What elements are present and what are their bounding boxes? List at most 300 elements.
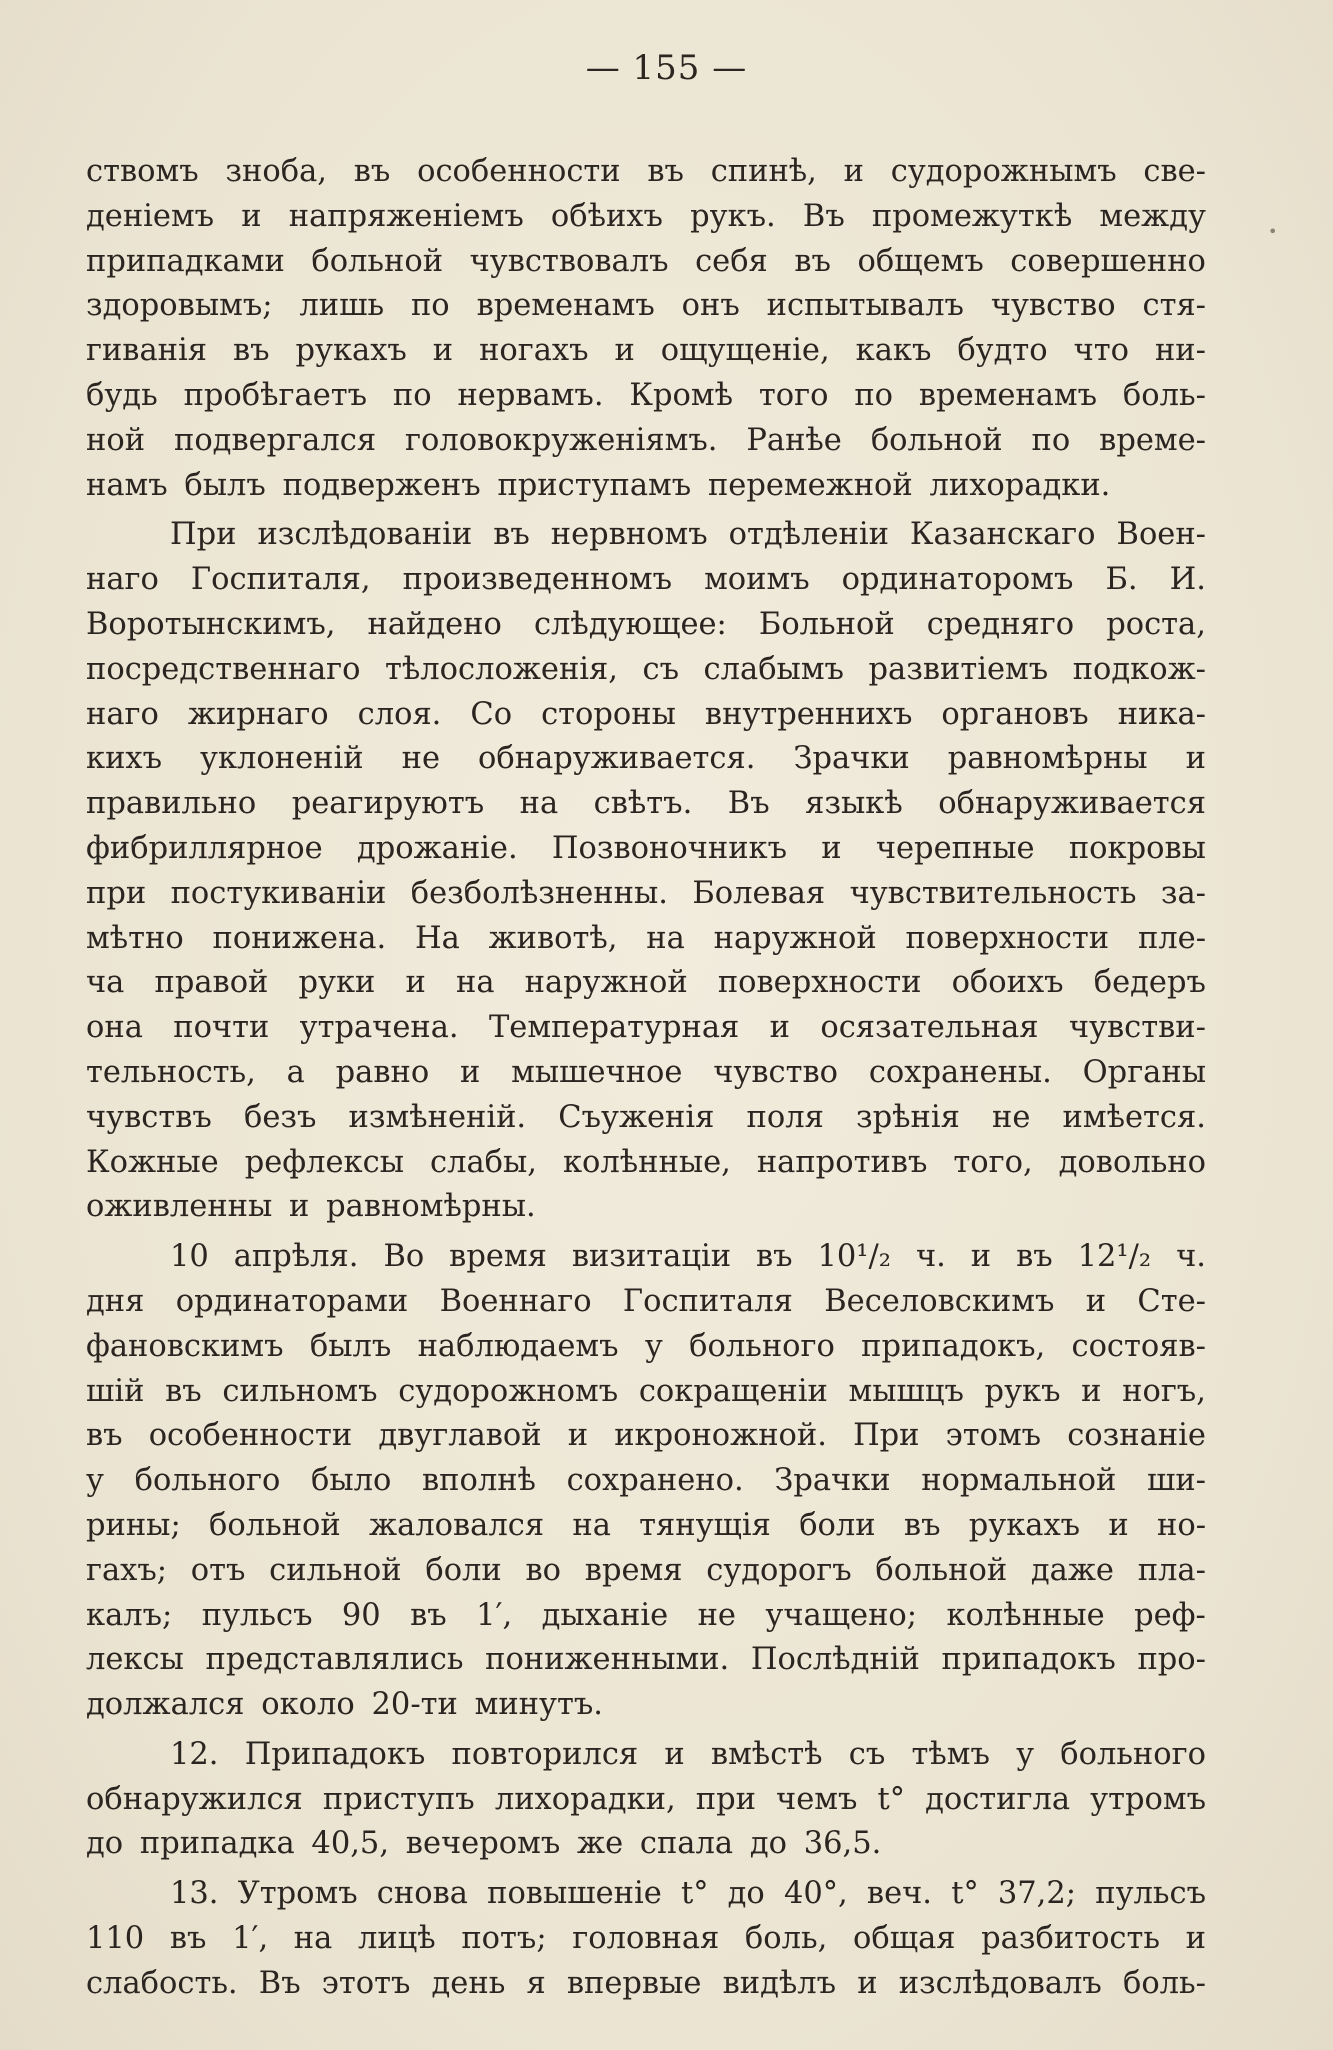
word: рукъ	[984, 1373, 1061, 1409]
text-line	[86, 603, 1206, 648]
word: све-	[1143, 154, 1206, 189]
word: стороны	[541, 696, 676, 732]
word: уклоненій	[200, 741, 364, 777]
word: отъ	[190, 1552, 246, 1588]
word: Органы	[1082, 1054, 1206, 1090]
word: И.	[1169, 562, 1206, 598]
text-line	[86, 1006, 1206, 1051]
word: ч.	[915, 1239, 946, 1275]
word: реагируютъ	[291, 786, 485, 822]
word: при	[86, 875, 147, 911]
word: ощущеніе,	[660, 333, 830, 369]
word: чемъ	[776, 1781, 858, 1817]
word: рукъ.	[690, 198, 776, 234]
word: При	[853, 1418, 920, 1454]
word: пульсъ	[1095, 1876, 1206, 1912]
word: Болевая	[692, 875, 826, 911]
word: правильно	[86, 786, 257, 822]
text-line	[86, 1459, 1206, 1504]
word: 20-ти	[371, 1687, 458, 1723]
text-line	[86, 1733, 1206, 1778]
word: же	[577, 1826, 624, 1862]
text-line	[86, 648, 1206, 693]
word: 40°,	[783, 1876, 848, 1912]
word: боль,	[744, 1921, 828, 1957]
word: рукахъ	[295, 333, 407, 369]
word: подвергался	[173, 422, 377, 458]
word: пробѣгаетъ	[183, 377, 368, 413]
word: этотъ	[321, 1965, 411, 2001]
word: здоровымъ;	[86, 288, 273, 324]
word: безъ	[243, 1099, 317, 1135]
word: чувствительность	[849, 875, 1137, 911]
word: мышцъ	[848, 1373, 964, 1409]
word: припадка	[139, 1826, 295, 1862]
text-line	[86, 1504, 1206, 1549]
word: будто	[957, 333, 1048, 369]
word: сокращеніи	[638, 1373, 828, 1409]
text-line	[86, 1414, 1206, 1459]
word: Припадокъ	[244, 1736, 426, 1772]
word: отдѣленіи	[728, 517, 889, 553]
word: между	[1099, 198, 1206, 234]
word: икроножной.	[614, 1418, 827, 1454]
text-line	[86, 1594, 1206, 1639]
word: моимъ	[704, 562, 810, 598]
word: 12¹/₂	[1077, 1239, 1152, 1275]
word: 36,5.	[803, 1826, 882, 1862]
word: нервамъ.	[457, 377, 604, 413]
word: наго	[86, 696, 159, 732]
word: 1′,	[476, 1597, 513, 1633]
word: сознаніе	[1067, 1418, 1206, 1454]
word: больной	[311, 243, 444, 279]
word: калъ;	[86, 1597, 173, 1633]
text-line	[86, 1325, 1206, 1370]
text-line	[86, 464, 1206, 509]
word: свѣтъ.	[593, 786, 693, 822]
word: Со	[470, 696, 513, 732]
word: вполнѣ	[421, 1463, 536, 1499]
word: На	[414, 920, 460, 956]
text-line	[86, 1370, 1206, 1415]
word: ча	[86, 965, 125, 1001]
word: рукахъ	[968, 1507, 1081, 1543]
word: и	[460, 1054, 481, 1090]
word: зрѣнія	[855, 1099, 960, 1135]
word: лексы	[86, 1642, 184, 1678]
word: спала	[639, 1826, 734, 1862]
word: достигла	[925, 1781, 1071, 1817]
word: обнаружился	[86, 1781, 303, 1817]
word: и	[432, 333, 454, 369]
word: припадками	[86, 243, 285, 279]
word: сильномъ	[222, 1373, 378, 1409]
word: жирнаго	[187, 696, 329, 732]
word: по	[1031, 422, 1071, 458]
word: въ	[493, 517, 530, 553]
word: чувство	[713, 1054, 839, 1090]
word: учащено;	[765, 1597, 918, 1633]
word: день	[431, 1965, 506, 2001]
word: обоихъ	[951, 965, 1064, 1001]
word: зноба,	[225, 154, 327, 189]
word: она	[86, 1010, 143, 1046]
word: слѣдующее:	[533, 606, 727, 642]
word: того,	[953, 1144, 1033, 1180]
text-line	[86, 1683, 1206, 1728]
word: веч.	[866, 1876, 933, 1912]
word: Позвоночникъ	[551, 830, 788, 866]
word: и	[1108, 1507, 1129, 1543]
word: фибриллярное	[86, 830, 323, 866]
word: безболѣзненны.	[410, 875, 668, 911]
word: внутреннихъ	[704, 696, 913, 732]
word: поверхности	[717, 965, 922, 1001]
word: обнаруживается	[938, 786, 1206, 822]
word: видѣлъ	[722, 1965, 837, 2001]
word: въ	[647, 154, 684, 189]
word: потъ;	[461, 1921, 547, 1957]
text-line	[86, 1185, 1206, 1230]
word: вмѣстѣ	[710, 1736, 823, 1772]
word: даже	[1030, 1552, 1114, 1588]
text-line	[86, 1962, 1206, 2007]
word: почти	[173, 1010, 270, 1046]
word: Военнаго	[439, 1283, 592, 1319]
text-line	[86, 737, 1206, 782]
word: мышечное	[511, 1054, 683, 1090]
word: онъ	[681, 288, 740, 324]
word: покровы	[1068, 830, 1206, 866]
word: колѣнные	[946, 1597, 1105, 1633]
text-line	[86, 1141, 1206, 1186]
word: въ	[232, 333, 270, 369]
word: не	[401, 741, 440, 777]
word: приступъ	[322, 1781, 475, 1817]
word: и	[567, 1418, 589, 1454]
word: и	[614, 333, 635, 369]
word: правой	[154, 965, 269, 1001]
word: перемежной	[707, 467, 913, 503]
word: и	[1185, 741, 1206, 777]
word: и	[970, 1239, 992, 1275]
word: тѣмъ	[911, 1736, 990, 1772]
word: наго	[86, 562, 159, 598]
word: больной	[870, 422, 1003, 458]
word: Больной	[758, 606, 895, 642]
word: равномѣрны	[947, 741, 1148, 777]
word: 12.	[170, 1736, 219, 1772]
word: на	[572, 1507, 611, 1543]
word: 40,5,	[311, 1826, 390, 1862]
word: того	[758, 377, 829, 413]
word: я	[526, 1965, 546, 2001]
word: и	[289, 1189, 310, 1225]
word: бедеръ	[1093, 965, 1206, 1001]
word: чувствъ	[86, 1099, 212, 1135]
text-line	[86, 1280, 1206, 1325]
word: сохранено.	[566, 1463, 744, 1499]
word: Воротынскимъ,	[86, 606, 336, 642]
text-line	[86, 1549, 1206, 1594]
text-line	[86, 1096, 1206, 1141]
word: руки	[298, 965, 376, 1001]
word: измѣненій.	[348, 1099, 527, 1135]
word: Ранѣе	[746, 422, 842, 458]
word: боли	[799, 1507, 876, 1543]
word: обѣихъ	[550, 198, 663, 234]
word: Воен-	[1116, 517, 1206, 553]
word: Б.	[1105, 562, 1138, 598]
word: было	[310, 1463, 392, 1499]
word: на	[293, 1921, 333, 1957]
word: и	[843, 154, 864, 189]
text-line	[86, 374, 1206, 419]
word: больной	[209, 1507, 341, 1543]
word: сохранены.	[868, 1054, 1052, 1090]
word: напротивъ	[756, 1144, 928, 1180]
word: 10¹/₂	[817, 1239, 892, 1275]
word: по	[854, 377, 894, 413]
word: ствомъ	[86, 154, 199, 189]
word: чувство	[990, 288, 1116, 324]
word: но-	[1157, 1507, 1206, 1543]
word: слабымъ	[703, 651, 844, 687]
word: промежуткѣ	[871, 198, 1073, 234]
text-line	[86, 284, 1206, 329]
word: и	[664, 1736, 685, 1772]
word: ординаторами	[175, 1283, 409, 1319]
word: припадокъ,	[861, 1328, 1046, 1364]
word: 10	[170, 1239, 209, 1275]
word: вечеромъ	[405, 1826, 561, 1862]
word: больного	[689, 1328, 835, 1364]
word: впервые	[566, 1965, 702, 2001]
word: про-	[1137, 1642, 1206, 1678]
word: рефлексы	[244, 1144, 404, 1180]
word: у	[86, 1463, 104, 1499]
word: ординаторомъ	[841, 562, 1074, 598]
word: нервномъ	[550, 517, 708, 553]
word: напряженіемъ	[288, 198, 524, 234]
word: больного	[1060, 1736, 1206, 1772]
word: пла-	[1137, 1552, 1206, 1588]
word: апрѣля.	[233, 1239, 359, 1275]
word: изслѣдованіи	[257, 517, 473, 553]
word: жаловался	[369, 1507, 545, 1543]
word: дыханіе	[541, 1597, 669, 1633]
word: до	[86, 1826, 124, 1862]
word: Госпиталя,	[190, 562, 371, 598]
word: дрожаніе.	[356, 830, 518, 866]
word: t°	[680, 1876, 709, 1912]
word: понижена.	[212, 920, 387, 956]
word: ни-	[1154, 333, 1206, 369]
word: наружной	[524, 965, 688, 1001]
word: особенности	[148, 1418, 353, 1454]
word: пульсъ	[201, 1597, 313, 1633]
word: При	[170, 517, 237, 553]
word: боли	[425, 1552, 502, 1588]
word: роста,	[1106, 606, 1206, 642]
word: поля	[746, 1099, 824, 1135]
word: гиванія	[86, 333, 207, 369]
word: до	[727, 1876, 765, 1912]
word: ника-	[1117, 696, 1206, 732]
word: обнаруживается.	[478, 741, 756, 777]
word: Зрачки	[793, 741, 910, 777]
word: наружной	[713, 920, 877, 956]
word: Послѣдній	[750, 1642, 920, 1678]
word: спинѣ,	[710, 154, 817, 189]
word: съ	[848, 1736, 886, 1772]
word: себя	[695, 243, 768, 279]
text-line	[86, 150, 1206, 195]
word: наблюдаемъ	[417, 1328, 619, 1364]
word: време-	[1099, 422, 1206, 458]
word: до	[749, 1826, 787, 1862]
word: ногахъ	[479, 333, 589, 369]
word: общемъ	[857, 243, 984, 279]
word: Температурная	[488, 1010, 740, 1046]
word: головная	[572, 1921, 720, 1957]
word: тельность,	[86, 1054, 256, 1090]
word: не	[992, 1099, 1031, 1135]
word: время	[584, 1552, 683, 1588]
word: тянущія	[639, 1507, 771, 1543]
word: и	[1085, 1283, 1107, 1319]
word: Во	[383, 1239, 425, 1275]
word: время	[449, 1239, 547, 1275]
word: фановскимъ	[86, 1328, 284, 1364]
word: реф-	[1134, 1597, 1206, 1633]
word: и	[241, 198, 262, 234]
word: колѣнные,	[562, 1144, 731, 1180]
word: Въ	[258, 1965, 301, 2001]
word: нормальной	[921, 1463, 1117, 1499]
word: рины;	[86, 1507, 181, 1543]
text-line	[86, 1872, 1206, 1917]
word: Веселовскимъ	[824, 1283, 1055, 1319]
word: мѣтно	[86, 920, 184, 956]
text-line	[86, 872, 1206, 917]
word: языкѣ	[805, 786, 903, 822]
word: больной	[875, 1552, 1008, 1588]
word: визитаціи	[571, 1239, 732, 1275]
word: Зрачки	[774, 1463, 891, 1499]
word: во	[525, 1552, 562, 1588]
word: деніемъ	[86, 198, 215, 234]
word: ч.	[1176, 1239, 1206, 1275]
word: въ	[1016, 1239, 1053, 1275]
word: черепные	[875, 830, 1035, 866]
word: стя-	[1142, 288, 1206, 324]
word: лихорадки.	[929, 467, 1111, 503]
word: животѣ,	[488, 920, 618, 956]
word: будь	[86, 377, 158, 413]
word: въ	[755, 1239, 793, 1275]
word: утромъ	[1090, 1781, 1206, 1817]
text-line	[86, 917, 1206, 962]
word: припадокъ	[941, 1642, 1116, 1678]
word: ногъ,	[1122, 1373, 1206, 1409]
word: при	[695, 1781, 756, 1817]
word: Въ	[802, 198, 845, 234]
word: больного	[134, 1463, 281, 1499]
text-line	[86, 240, 1206, 285]
text-line	[86, 961, 1206, 1006]
word: общая	[852, 1921, 956, 1957]
text-line	[86, 513, 1206, 558]
word: изслѣдовалъ	[898, 1965, 1102, 2001]
word: равно	[335, 1054, 430, 1090]
word: что	[1073, 333, 1129, 369]
word: не	[697, 1597, 736, 1633]
body-text	[86, 150, 1206, 2007]
text-line	[86, 1822, 1206, 1867]
word: въ	[353, 154, 391, 189]
word: и	[769, 1010, 790, 1046]
word: Утромъ	[237, 1876, 358, 1912]
word: должался	[86, 1687, 245, 1723]
word: и	[857, 1965, 878, 2001]
word: Госпиталя	[622, 1283, 793, 1319]
word: за-	[1160, 875, 1206, 911]
text-line	[86, 1235, 1206, 1280]
word: посредственнаго	[86, 651, 361, 687]
word: Съуженія	[558, 1099, 715, 1135]
page-speck: •	[1268, 222, 1278, 241]
word: 1′,	[232, 1921, 269, 1957]
word: Въ	[727, 786, 770, 822]
text-line	[86, 1638, 1206, 1683]
word: приступамъ	[497, 467, 692, 503]
word: подверженъ	[282, 467, 481, 503]
word: намъ	[86, 467, 168, 503]
word: на	[646, 920, 685, 956]
word: сильной	[269, 1552, 402, 1588]
word: поверхности	[905, 920, 1110, 956]
word: слабы,	[429, 1144, 537, 1180]
word: снова	[376, 1876, 468, 1912]
word: чувствовалъ	[469, 243, 669, 279]
word: минутъ.	[474, 1687, 603, 1723]
word: разбитость	[981, 1921, 1160, 1957]
word: по	[392, 377, 432, 413]
word: 37,2;	[997, 1876, 1077, 1912]
text-line	[86, 329, 1206, 374]
word: лишь	[299, 288, 385, 324]
word: Сте-	[1137, 1283, 1206, 1319]
word: судорожномъ	[398, 1373, 619, 1409]
word: въ	[794, 243, 831, 279]
word: пле-	[1137, 920, 1206, 956]
word: судорожнымъ	[890, 154, 1117, 189]
word: чувстви-	[1068, 1010, 1206, 1046]
word: въ	[165, 1373, 202, 1409]
word: въ	[410, 1597, 447, 1633]
word: лихорадки,	[494, 1781, 676, 1817]
word: шій	[86, 1373, 145, 1409]
word: утрачена.	[299, 1010, 459, 1046]
word: t°	[877, 1781, 905, 1817]
word: временамъ	[476, 288, 655, 324]
text-line	[86, 782, 1206, 827]
word: повторился	[451, 1736, 639, 1772]
word: гахъ;	[86, 1552, 168, 1588]
word: у	[1016, 1736, 1035, 1772]
